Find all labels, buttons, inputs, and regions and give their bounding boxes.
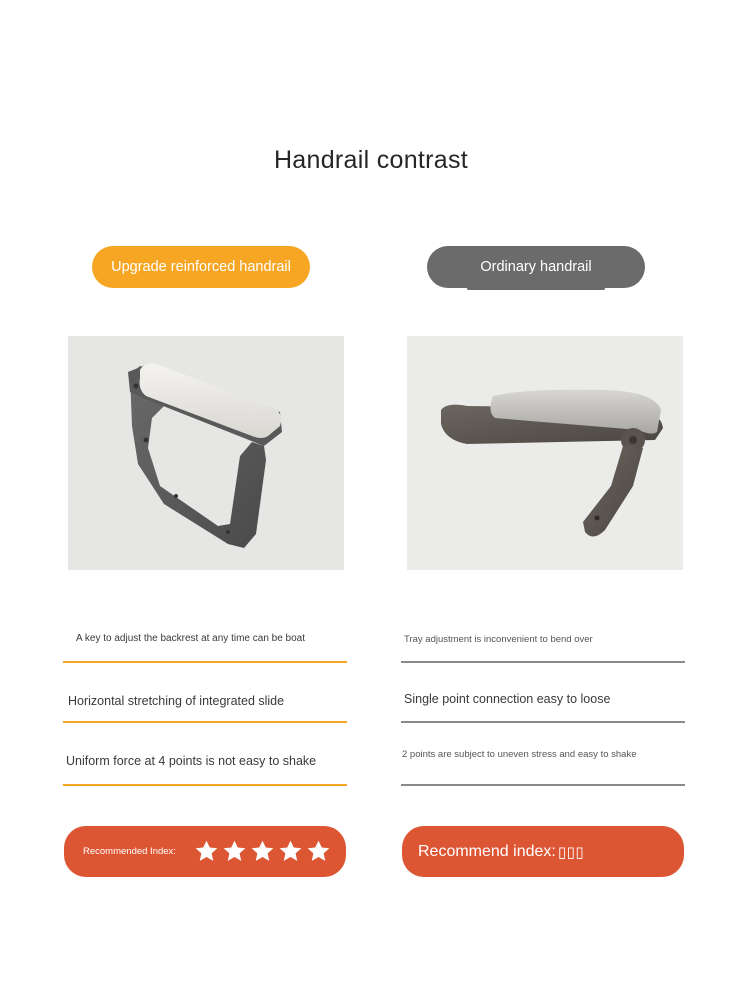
reinforced-handrail-badge [92,246,310,288]
page-title: Handrail contrast [273,146,469,174]
feature-divider [63,721,347,723]
reinforced-feature-3: Uniform force at 4 points is not easy to shake [66,754,317,768]
feature-divider [401,721,685,723]
recommend-label: Recommend index: [418,842,556,860]
ordinary-handrail-badge [427,246,645,288]
reinforced-recommend-box [64,826,346,877]
ordinary-recommend-box [402,826,684,877]
feature-divider [401,784,685,786]
feature-divider [63,661,347,663]
ordinary-feature-1: Tray adjustment is inconvenient to bend over [404,634,593,645]
star-icon [306,839,331,864]
reinforced-feature-1: A key to adjust the backrest at any time can be boat [76,633,306,644]
star-icon [278,839,303,864]
reinforced-armrest-photo [68,336,344,570]
recommend-label: Recommended Index: [83,846,176,857]
feature-divider [401,661,685,663]
ordinary-handrail-label: Ordinary handrail [480,259,592,275]
recommend-value: ▯▯▯ [557,843,585,861]
ordinary-feature-2: Single point connection easy to loose [404,692,611,706]
reinforced-handrail-label: Upgrade reinforced handrail [111,259,291,275]
feature-divider [63,784,347,786]
reinforced-feature-2: Horizontal stretching of integrated slide [68,694,285,708]
rating-stars [194,839,331,864]
star-icon [250,839,275,864]
ordinary-feature-3: 2 points are subject to uneven stress and easy to shake [402,749,637,760]
star-icon [194,839,219,864]
ordinary-armrest-photo [407,336,683,570]
star-icon [222,839,247,864]
